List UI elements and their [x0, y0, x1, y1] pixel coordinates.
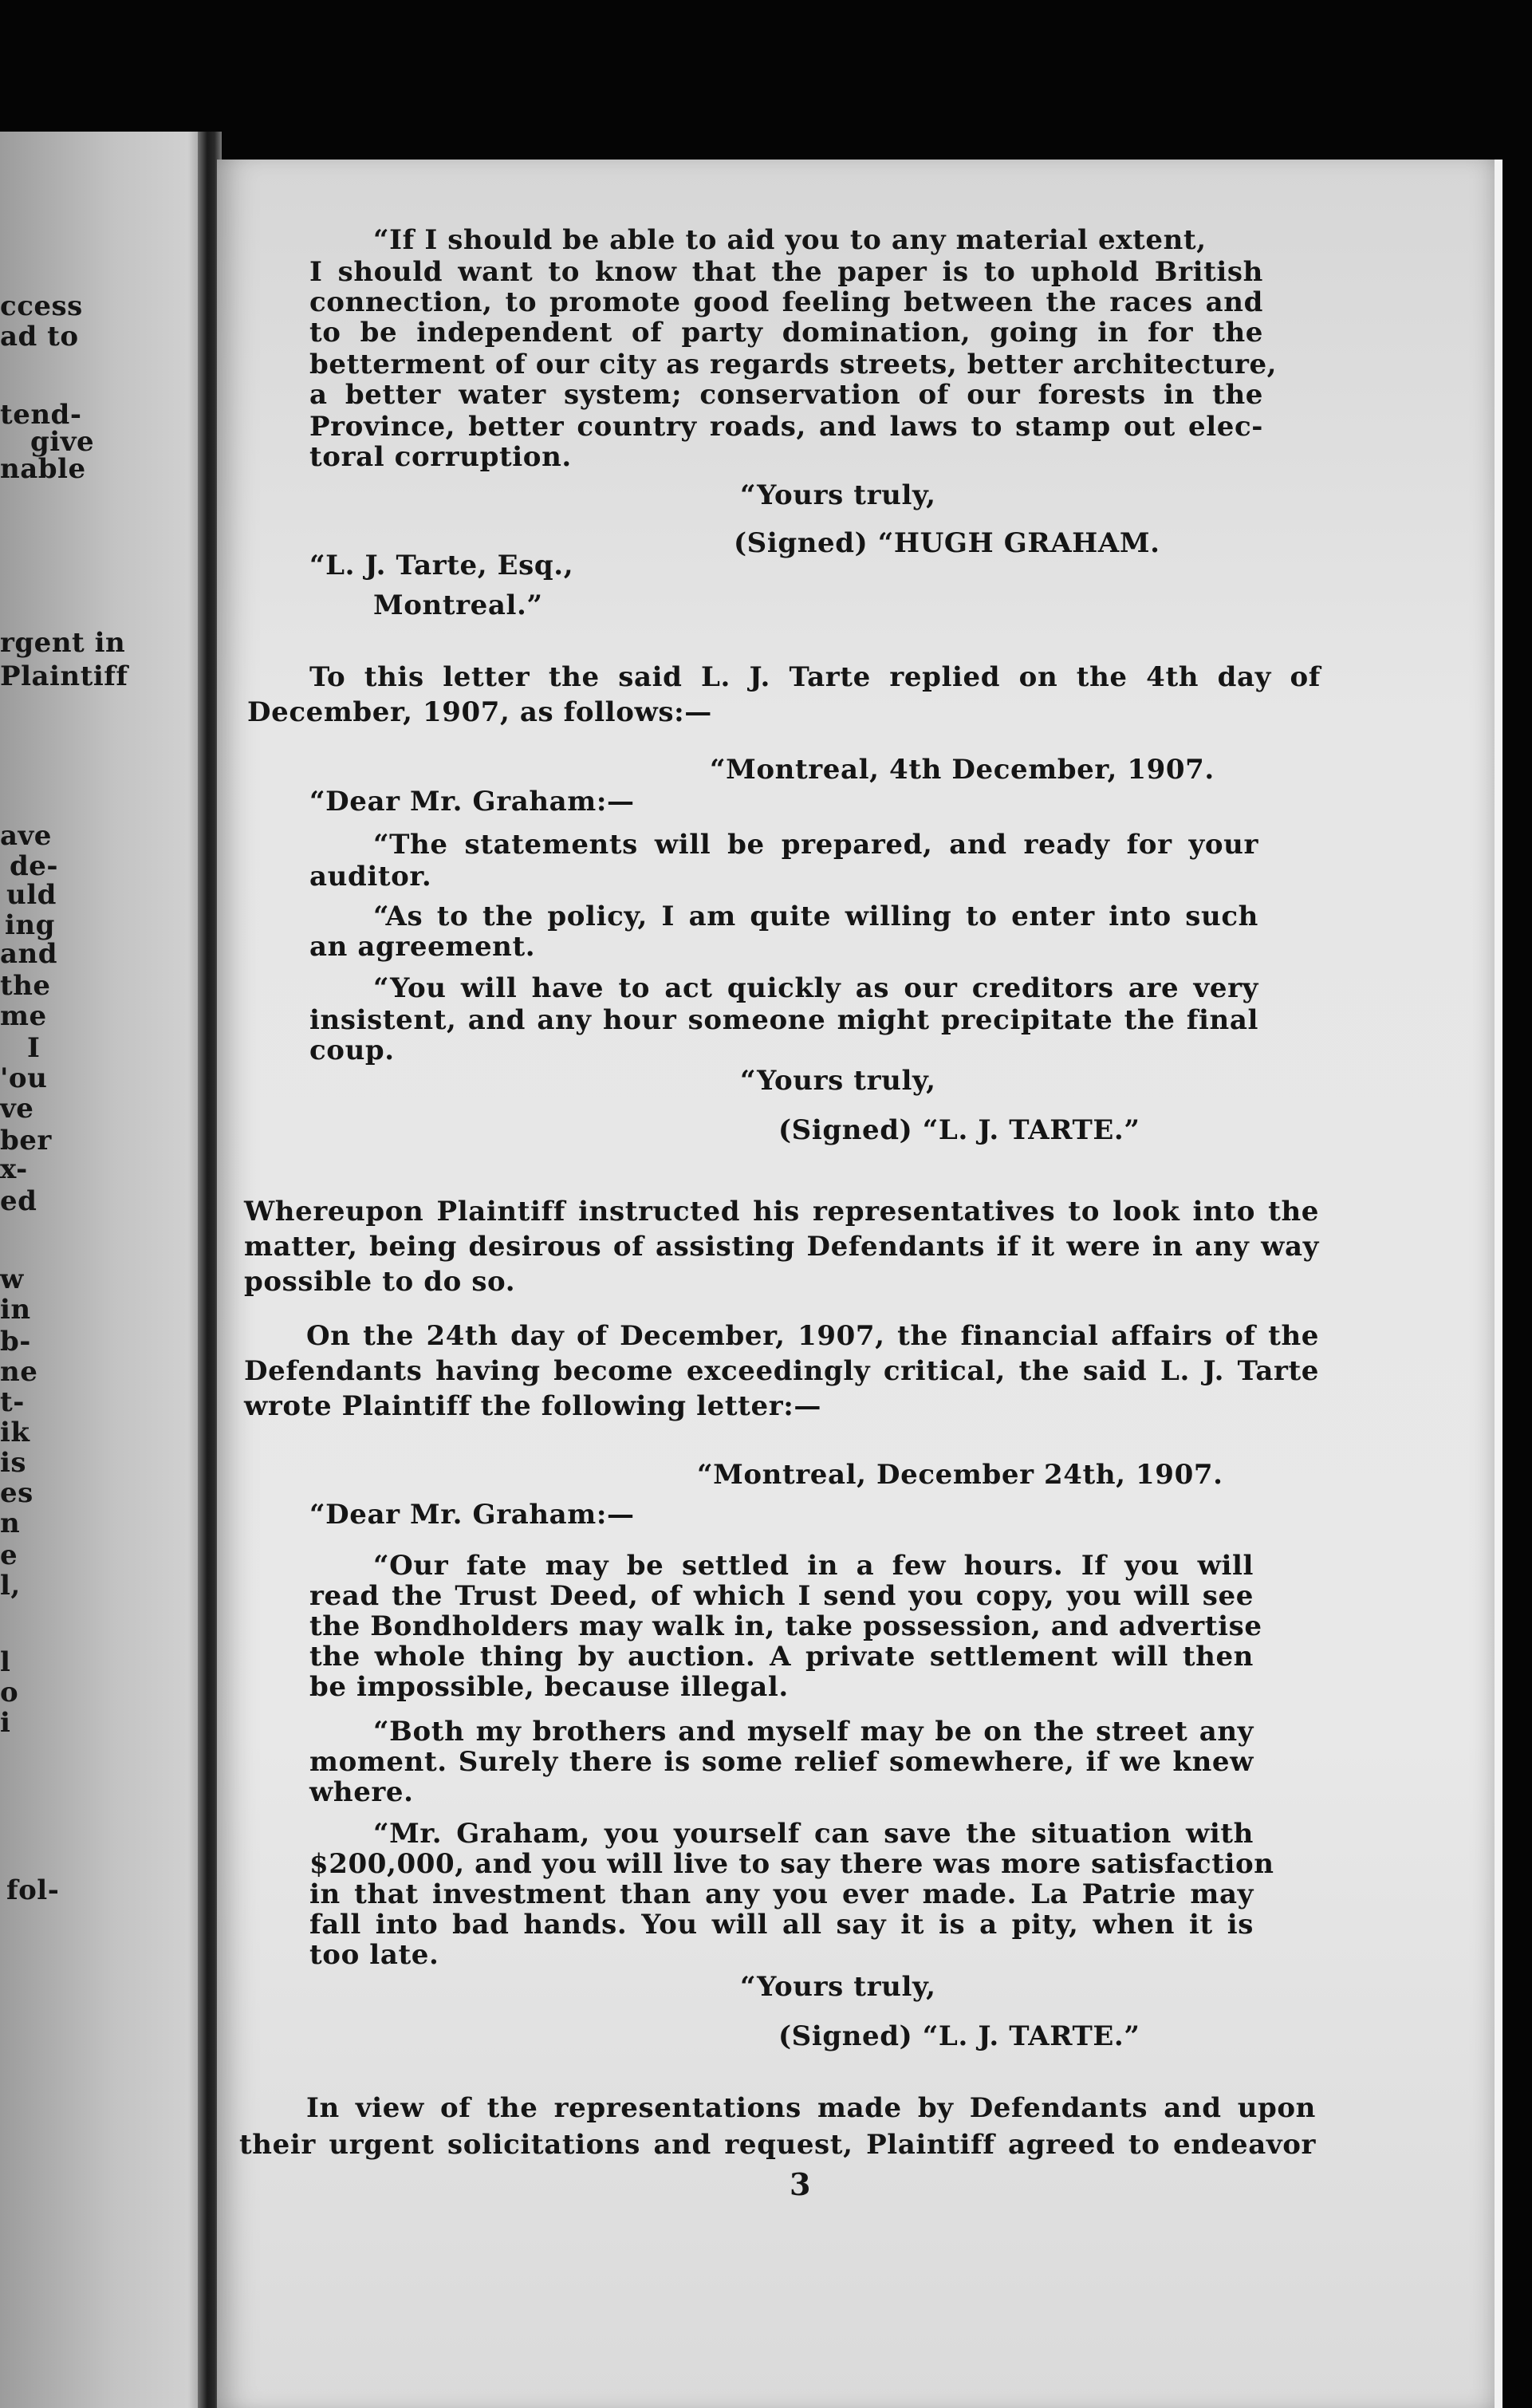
left-fragment: l	[0, 1646, 11, 1678]
text-line: “Mr. Graham, you yourself can save the situation with	[373, 1818, 1254, 1850]
left-fragment: ik	[0, 1417, 30, 1448]
left-fragment: and	[0, 938, 58, 970]
closing-yours-truly: “Yours truly,	[740, 1065, 936, 1097]
left-fragment: de-	[10, 850, 59, 882]
left-fragment: uld	[6, 879, 57, 911]
text-line: where.	[309, 1776, 414, 1808]
text-line: the Bondholders may walk in, take possession, and advertise	[309, 1610, 1262, 1642]
text-line: an agreement.	[309, 931, 536, 963]
text-line: “Both my brothers and myself may be on the street any	[373, 1716, 1254, 1748]
text-line: too late.	[309, 1939, 439, 1971]
text-line: a better water system; conservation of our forests in the	[309, 379, 1263, 411]
closing-yours-truly: “Yours truly,	[740, 1971, 936, 2003]
text-line: “If I should be able to aid you to any material extent,	[373, 224, 1207, 256]
text-line: auditor.	[309, 861, 432, 893]
left-fragment: l,	[0, 1570, 21, 1602]
left-fragment: ve	[0, 1093, 34, 1125]
closing-yours-truly: “Yours truly,	[740, 479, 936, 511]
left-fragment: n	[0, 1507, 21, 1539]
left-fragment: the	[0, 970, 51, 1002]
text-line: On the 24th day of December, 1907, the financial affairs of the	[306, 1320, 1319, 1352]
left-fragment: in	[0, 1294, 31, 1326]
text-line: “As to the policy, I am quite willing to enter into such	[373, 901, 1258, 932]
text-line: be impossible, because illegal.	[309, 1671, 789, 1703]
left-fragment: t-	[0, 1386, 25, 1418]
left-fragment: e	[0, 1539, 18, 1571]
text-line: Whereupon Plaintiff instructed his representatives to look into the	[244, 1196, 1319, 1228]
left-fragment: ing	[5, 909, 55, 941]
signature-l-j-tarte: (Signed) “L. J. TARTE.”	[778, 1114, 1140, 1146]
text-line: insistent, and any hour someone might precipitate the final	[309, 1004, 1258, 1036]
left-fragment: ad to	[0, 321, 79, 353]
signature-l-j-tarte: (Signed) “L. J. TARTE.”	[778, 2020, 1140, 2052]
text-line: December, 1907, as follows:—	[247, 696, 712, 728]
left-fragment: ber	[0, 1125, 52, 1157]
text-line: to be independent of party domination, going in for the	[309, 317, 1263, 349]
text-line: Defendants having become exceedingly critical, the said L. J. Tarte	[244, 1355, 1319, 1387]
text-line: wrote Plaintiff the following letter:—	[244, 1390, 821, 1422]
left-fragment: is	[0, 1447, 27, 1479]
left-fragment: fol-	[6, 1874, 60, 1906]
right-margin-dark	[1502, 0, 1532, 2408]
text-line: matter, being desirous of assisting Defendants if it were in any way	[244, 1231, 1319, 1263]
text-line: $200,000, and you will live to say there was more satisfaction	[309, 1848, 1274, 1880]
text-line: “The statements will be prepared, and ready for your	[373, 829, 1258, 861]
text-line: possible to do so.	[244, 1266, 516, 1298]
page-edge	[1495, 160, 1502, 2408]
addressee-line: “L. J. Tarte, Esq.,	[309, 550, 574, 581]
left-fragment: I	[27, 1032, 41, 1064]
text-line: “Our fate may be settled in a few hours. If you will	[373, 1550, 1254, 1582]
left-fragment: Plaintiff	[0, 660, 128, 692]
letter-salutation: “Dear Mr. Graham:—	[309, 1499, 635, 1531]
left-fragment: b-	[0, 1326, 31, 1358]
text-line: Province, better country roads, and laws to stamp out elec-	[309, 411, 1263, 443]
left-fragment: rgent in	[0, 627, 126, 659]
left-fragment: give	[30, 426, 95, 458]
left-fragment: es	[0, 1477, 33, 1509]
text-line: in that investment than any you ever made. La Patrie may	[309, 1878, 1254, 1910]
left-fragment: i	[0, 1707, 11, 1739]
left-fragment: ave	[0, 820, 52, 852]
text-line: “You will have to act quickly as our creditors are very	[373, 972, 1258, 1004]
text-line: I should want to know that the paper is to uphold British	[309, 256, 1263, 288]
page-number: 3	[790, 2166, 812, 2202]
text-line: read the Trust Deed, of which I send you copy, you will see	[309, 1580, 1254, 1612]
left-fragment: w	[0, 1263, 24, 1295]
left-fragment: tend-	[0, 399, 82, 431]
addressee-line: Montreal.”	[373, 589, 543, 621]
left-fragment: o	[0, 1677, 19, 1708]
text-line: To this letter the said L. J. Tarte replied on the 4th day of	[309, 661, 1321, 693]
left-fragment: me	[0, 1000, 47, 1032]
text-line: toral corruption.	[309, 441, 572, 473]
letter-date: “Montreal, December 24th, 1907.	[697, 1459, 1223, 1491]
text-line: connection, to promote good feeling between the races and	[309, 286, 1263, 318]
text-line: betterment of our city as regards streets, better architecture,	[309, 349, 1278, 380]
text-line: coup.	[309, 1035, 395, 1066]
left-fragment: ed	[0, 1185, 37, 1217]
left-fragment: nable	[0, 453, 86, 485]
letter-salutation: “Dear Mr. Graham:—	[309, 786, 635, 818]
letter-date: “Montreal, 4th December, 1907.	[710, 754, 1215, 786]
left-fragment: 'ou	[0, 1062, 48, 1094]
text-line: fall into bad hands. You will all say it is a pity, when it is	[309, 1909, 1254, 1941]
text-line: In view of the representations made by Defendants and upon	[306, 2092, 1316, 2124]
text-line: the whole thing by auction. A private settlement will then	[309, 1641, 1254, 1673]
signature-hugh-graham: (Signed) “HUGH GRAHAM.	[734, 527, 1160, 559]
text-line: moment. Surely there is some relief somewhere, if we knew	[309, 1746, 1254, 1778]
left-fragment: ccess	[0, 290, 83, 322]
left-fragment: x-	[0, 1153, 28, 1185]
left-fragment: ne	[0, 1356, 38, 1388]
text-line: their urgent solicitations and request, Plaintiff agreed to endeavor	[239, 2129, 1316, 2161]
